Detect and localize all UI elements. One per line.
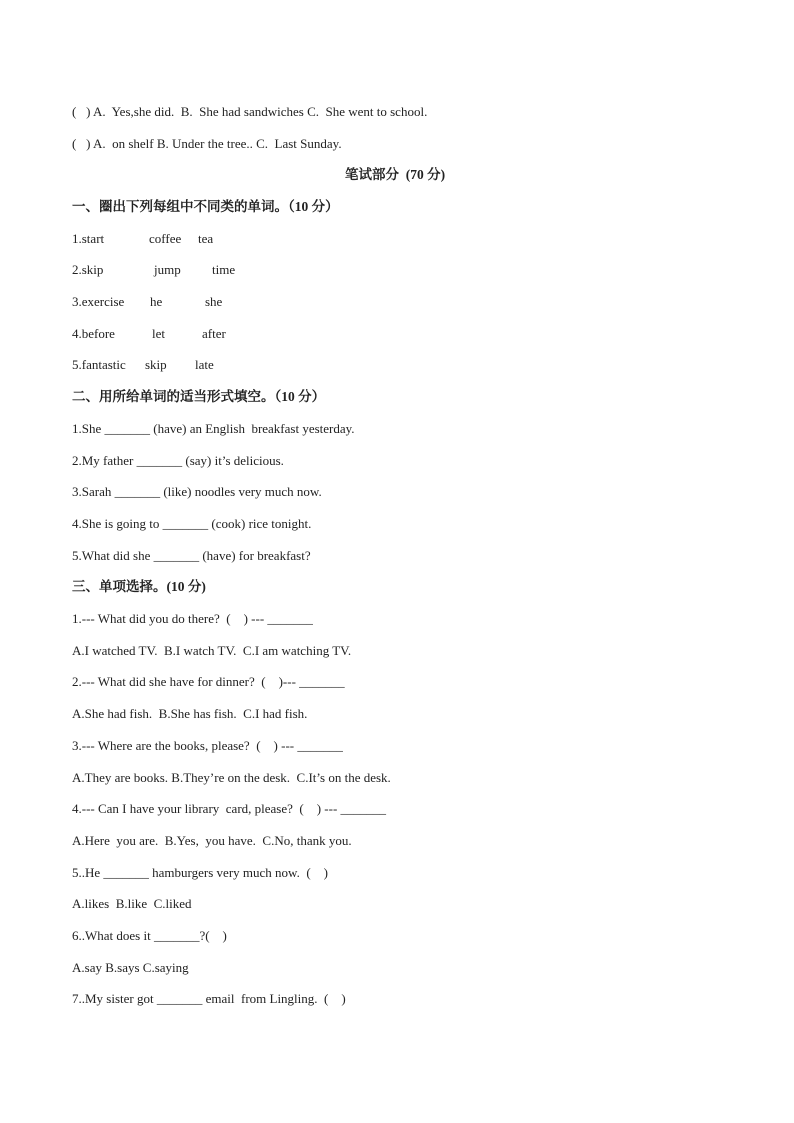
word-group-1-word-a: 1.start [72, 231, 105, 246]
section-3-title: 三、单项选择。(10 分) [72, 579, 206, 594]
word-group-5-word-c: late [195, 357, 214, 372]
word-group-5-word-b: skip [145, 357, 167, 372]
written-section-title: 笔试部分 (70 分) [345, 167, 446, 182]
word-group-5-word-a: 5.fantastic [72, 357, 126, 372]
word-group-4-word-c: after [202, 326, 226, 341]
word-group-4-word-a: 4.before [72, 326, 115, 341]
word-group-2-word-b: jump [154, 262, 181, 277]
word-group-3-word-a: 3.exercise [72, 294, 125, 309]
choice-options-5: A.likes B.like C.liked [72, 896, 192, 911]
choice-question-4: 4.--- Can I have your library card, please? ( ) --- _______ [72, 801, 387, 816]
word-group-4-word-b: let [152, 326, 165, 341]
fill-blank-item-1: 1.She _______ (have) an English breakfast yesterday. [72, 421, 355, 436]
word-group-3-word-c: she [205, 294, 223, 309]
fill-blank-item-3: 3.Sarah _______ (like) noodles very much now. [72, 484, 322, 499]
fill-blank-item-4: 4.She is going to _______ (cook) rice tonight. [72, 516, 312, 531]
word-group-2-word-a: 2.skip [72, 262, 104, 277]
choice-options-4: A.Here you are. B.Yes, you have. C.No, thank you. [72, 833, 352, 848]
word-group-1-word-b: coffee [149, 231, 182, 246]
choice-options-1: A.I watched TV. B.I watch TV. C.I am watching TV. [72, 643, 352, 658]
section-2-title: 二、用所给单词的适当形式填空。（10 分） [72, 389, 326, 404]
choice-options-3: A.They are books. B.They’re on the desk. C.It’s on the desk. [72, 770, 391, 785]
choice-question-2: 2.--- What did she have for dinner? ( )--- _______ [72, 674, 345, 689]
fill-blank-item-5: 5.What did she _______ (have) for breakfast? [72, 548, 311, 563]
choice-question-3: 3.--- Where are the books, please? ( ) --- _______ [72, 738, 343, 753]
choice-question-7: 7..My sister got _______ email from Lingling. ( ) [72, 991, 346, 1006]
choice-options-2: A.She had fish. B.She has fish. C.I had fish. [72, 706, 308, 721]
choice-options-6: A.say B.says C.saying [72, 960, 189, 975]
word-group-3-word-b: he [150, 294, 163, 309]
listening-question-1: ( ) A. Yes,she did. B. She had sandwiches C. She went to school. [72, 104, 428, 119]
choice-question-5: 5..He _______ hamburgers very much now. ( ) [72, 865, 328, 880]
listening-question-2: ( ) A. on shelf B. Under the tree.. C. Last Sunday. [72, 136, 342, 151]
word-group-2-word-c: time [212, 262, 236, 277]
word-group-1-word-c: tea [198, 231, 214, 246]
choice-question-1: 1.--- What did you do there? ( ) --- _______ [72, 611, 313, 626]
fill-blank-item-2: 2.My father _______ (say) it’s delicious. [72, 453, 284, 468]
section-1-title: 一、圈出下列每组中不同类的单词。（10 分） [72, 199, 339, 214]
choice-question-6: 6..What does it _______?( ) [72, 928, 227, 943]
